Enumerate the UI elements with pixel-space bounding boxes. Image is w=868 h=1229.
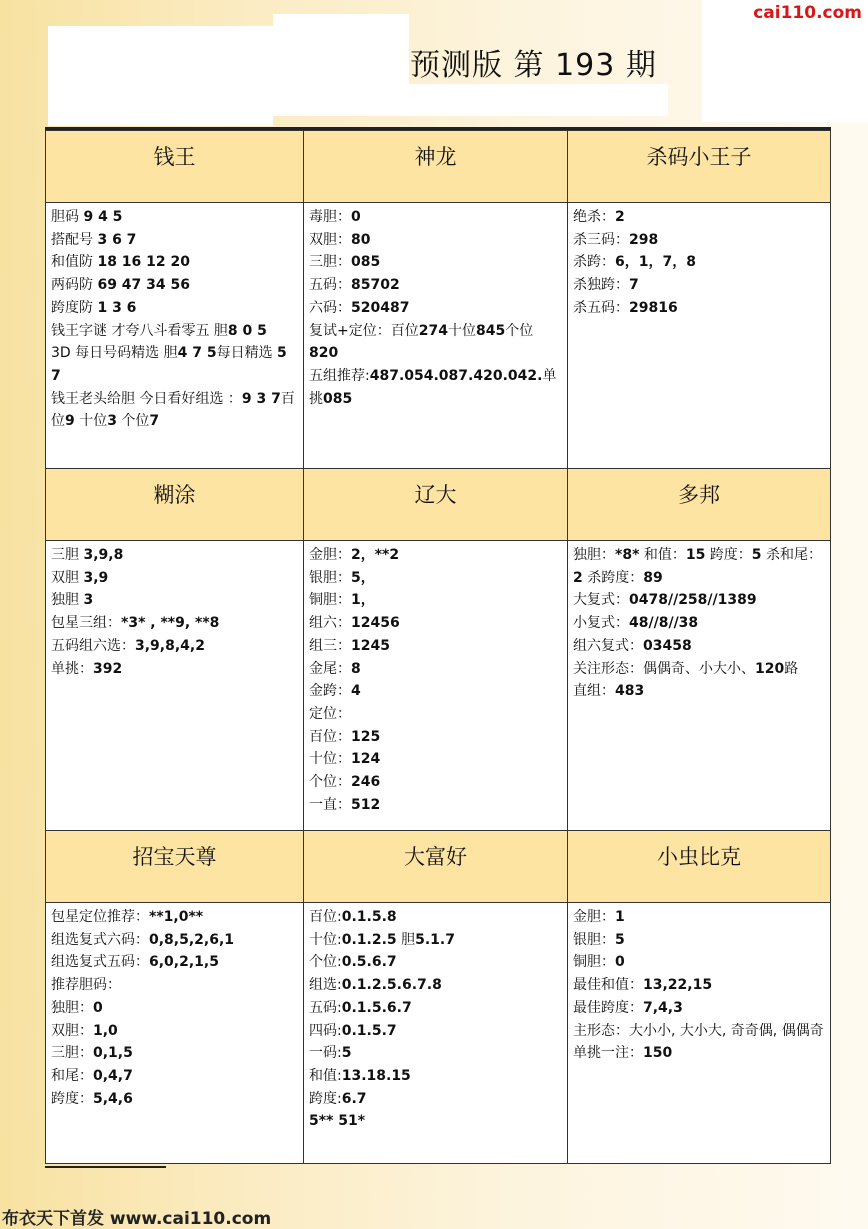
prediction-value: 5 xyxy=(615,931,625,948)
prediction-line xyxy=(573,1020,826,1043)
prediction-value: 1 xyxy=(615,909,625,925)
prediction-value: 274 xyxy=(418,322,448,339)
prediction-value: 48//8//38 xyxy=(629,615,699,632)
expert-predictions xyxy=(304,203,568,469)
prediction-label: 单挑一注： xyxy=(573,1045,643,1062)
prediction-label: 金跨： xyxy=(309,683,351,700)
prediction-value: 2 xyxy=(615,209,625,225)
prediction-label: 个位 xyxy=(505,322,534,339)
prediction-label: 杀跨度： xyxy=(582,569,644,586)
expert-predictions xyxy=(304,541,568,831)
prediction-label: 百位： xyxy=(309,728,351,745)
prediction-line xyxy=(51,274,299,297)
prediction-line xyxy=(51,297,299,320)
prediction-value: 0 xyxy=(615,954,625,971)
prediction-value: **1,0** xyxy=(149,909,204,925)
prediction-line xyxy=(309,929,563,952)
prediction-label: 百位: xyxy=(309,909,342,925)
prediction-line xyxy=(51,612,299,635)
expert-name: 多邦 xyxy=(678,483,720,507)
prediction-line xyxy=(573,906,826,929)
prediction-label: 组六复式： xyxy=(573,637,643,654)
prediction-value: 0 xyxy=(93,999,103,1016)
prediction-value: 5 xyxy=(341,1045,352,1062)
prediction-value: 085 xyxy=(323,390,353,407)
prediction-label: 杀跨： xyxy=(573,254,615,271)
prediction-line xyxy=(51,1020,299,1043)
expert-name: 小虫比克 xyxy=(657,845,741,869)
prediction-label: 大复式： xyxy=(573,592,629,609)
prediction-label: 金胆： xyxy=(573,909,615,925)
prediction-label: 四码: xyxy=(309,1022,342,1039)
prediction-value: 125 xyxy=(351,728,381,745)
expert-name: 招宝天尊 xyxy=(132,845,217,869)
prediction-value: 0.1.5.7 xyxy=(341,1022,397,1039)
expert-header xyxy=(568,131,831,203)
prediction-value: 4 xyxy=(351,683,361,700)
prediction-value: 246 xyxy=(351,774,381,791)
expert-name: 杀码小王子 xyxy=(646,145,752,169)
prediction-line xyxy=(51,206,299,229)
prediction-line xyxy=(309,658,563,681)
prediction-label: 组三： xyxy=(309,637,351,654)
prediction-value: 80 xyxy=(351,231,371,248)
prediction-label: 五组推荐: xyxy=(309,367,370,384)
expert-header xyxy=(304,831,568,903)
prediction-label: 杀独跨： xyxy=(573,277,629,294)
prediction-label: 跨度： xyxy=(705,547,752,563)
prediction-label: 绝杀： xyxy=(573,209,615,225)
prediction-label: 双胆 xyxy=(51,569,84,586)
prediction-value: 2，**2 xyxy=(351,547,400,563)
prediction-line xyxy=(51,1088,299,1111)
prediction-label: 路 xyxy=(784,660,799,677)
prediction-label: 定位： xyxy=(309,705,351,722)
prediction-label: 独胆： xyxy=(573,547,615,563)
prediction-value: 5.1.7 xyxy=(415,931,455,948)
header-row xyxy=(46,831,831,903)
prediction-value: 1,0 xyxy=(93,1022,118,1039)
prediction-value: 3 xyxy=(107,413,117,430)
prediction-label: 十位 xyxy=(74,413,108,430)
prediction-value: 9 4 5 xyxy=(83,209,123,225)
prediction-line xyxy=(309,974,563,997)
white-mask-mid xyxy=(273,14,409,84)
prediction-label: 独胆 xyxy=(51,592,84,609)
prediction-value: 7 xyxy=(629,277,639,294)
prediction-value: 13,22,15 xyxy=(643,977,713,994)
prediction-line xyxy=(51,1065,299,1088)
prediction-value: 298 xyxy=(629,231,659,248)
prediction-label: 三胆 xyxy=(51,547,84,563)
prediction-label: 跨度防 xyxy=(51,299,98,316)
prediction-value: *3* , **9, **8 xyxy=(121,615,220,632)
prediction-line xyxy=(573,274,826,297)
prediction-label: 最佳和值： xyxy=(573,977,643,994)
prediction-value: 0,8,5,2,6,1 xyxy=(149,931,235,948)
prediction-value: 5,4,6 xyxy=(93,1090,133,1107)
prediction-label: 组选: xyxy=(309,977,342,994)
prediction-line xyxy=(309,320,563,365)
prediction-value: 12456 xyxy=(351,615,400,632)
prediction-label: 和值防 xyxy=(51,254,98,271)
prediction-line xyxy=(573,680,826,703)
prediction-line xyxy=(51,1042,299,1065)
prediction-line xyxy=(573,612,826,635)
prediction-value: 2 xyxy=(573,569,583,586)
prediction-label: 杀五码： xyxy=(573,299,629,316)
prediction-line xyxy=(573,206,826,229)
prediction-value: 3 6 7 xyxy=(97,231,137,248)
expert-header xyxy=(46,131,304,203)
expert-header xyxy=(568,831,831,903)
white-mask-left xyxy=(48,26,273,126)
prediction-label: 钱王字谜 才夸八斗看零五 胆 xyxy=(51,322,228,339)
prediction-line xyxy=(309,612,563,635)
prediction-value: 392 xyxy=(93,660,123,677)
prediction-label: 一直： xyxy=(309,796,351,813)
expert-header xyxy=(46,831,304,903)
prediction-label: 十位： xyxy=(309,751,351,768)
prediction-line xyxy=(309,274,563,297)
header-row xyxy=(46,131,831,203)
prediction-line xyxy=(51,951,299,974)
prediction-value: 6，1，7，8 xyxy=(615,254,696,271)
prediction-value: 3,9,8 xyxy=(83,547,124,563)
prediction-line xyxy=(573,951,826,974)
prediction-value: 7 xyxy=(149,413,160,430)
prediction-value: 4 7 5 xyxy=(177,345,217,362)
expert-name: 糊涂 xyxy=(153,483,196,507)
prediction-label: 十位: xyxy=(309,931,342,948)
prediction-line xyxy=(573,929,826,952)
prediction-line xyxy=(309,1020,563,1043)
prediction-value: 150 xyxy=(643,1045,673,1062)
prediction-label: 个位: xyxy=(309,954,342,971)
prediction-label: 搭配号 xyxy=(51,231,98,248)
prediction-line xyxy=(51,929,299,952)
prediction-value: 6,0,2,1,5 xyxy=(149,954,219,971)
prediction-line xyxy=(573,297,826,320)
prediction-line xyxy=(309,567,563,590)
prediction-label: 3D 每日号码精选 胆 xyxy=(51,345,178,362)
prediction-line xyxy=(51,342,299,387)
prediction-line xyxy=(573,635,826,658)
prediction-value: 0.1.2.5 xyxy=(341,931,397,948)
prediction-value: 820 xyxy=(309,345,339,362)
prediction-value: 3,9,8,4,2 xyxy=(135,637,205,654)
prediction-value: 7,4,3 xyxy=(643,999,683,1016)
prediction-line xyxy=(51,997,299,1020)
prediction-label: 双胆： xyxy=(51,1022,93,1039)
prediction-label: 复试+定位：百位 xyxy=(309,322,419,339)
content-row xyxy=(46,203,831,469)
prediction-grid xyxy=(45,130,831,1164)
prediction-label: 组六： xyxy=(309,615,351,632)
prediction-label: 直组： xyxy=(573,683,615,700)
prediction-line xyxy=(51,906,299,929)
prediction-line xyxy=(573,251,826,274)
expert-header xyxy=(46,469,304,541)
expert-predictions xyxy=(568,903,831,1164)
prediction-value: 0,1,5 xyxy=(93,1045,133,1062)
expert-predictions xyxy=(46,203,304,469)
prediction-label: 包星定位推荐： xyxy=(51,909,149,925)
prediction-label: 铜胆： xyxy=(573,954,615,971)
prediction-label: 金尾： xyxy=(309,660,351,677)
expert-predictions xyxy=(304,903,568,1164)
prediction-label: 一码: xyxy=(309,1045,342,1062)
prediction-value: 3,9 xyxy=(83,569,109,586)
expert-predictions xyxy=(46,903,304,1164)
prediction-line xyxy=(309,794,563,817)
prediction-label: 五码： xyxy=(309,277,351,294)
prediction-label: 每日精选 xyxy=(216,345,278,362)
prediction-line xyxy=(309,297,563,320)
prediction-line xyxy=(51,320,299,343)
prediction-line xyxy=(51,388,299,433)
prediction-line xyxy=(51,251,299,274)
prediction-value: 0,4,7 xyxy=(93,1067,133,1084)
prediction-value: 3 xyxy=(83,592,94,609)
page-title: 预测版 第 193 期 xyxy=(410,48,657,83)
prediction-value: 1 3 6 xyxy=(97,299,137,316)
expert-name: 辽大 xyxy=(414,483,457,507)
prediction-value: 5， xyxy=(351,569,375,586)
prediction-line xyxy=(573,229,826,252)
prediction-line xyxy=(51,544,299,567)
prediction-value: 5 xyxy=(751,547,762,563)
prediction-label: 最佳跨度： xyxy=(573,999,643,1016)
prediction-value: 0.1.5.6.7 xyxy=(341,999,412,1016)
prediction-value: 18 16 12 20 xyxy=(97,254,191,271)
prediction-line xyxy=(309,951,563,974)
prediction-line xyxy=(309,771,563,794)
prediction-label: 单挑 xyxy=(309,367,557,407)
prediction-label: 主形态：大小小, 大小大, 奇奇偶, 偶偶奇 xyxy=(573,1022,824,1039)
prediction-value: 5 7 xyxy=(51,345,287,384)
prediction-value: 03458 xyxy=(643,637,692,654)
white-mask-bar xyxy=(273,84,668,116)
prediction-label: 组选复式六码： xyxy=(51,931,149,948)
prediction-label: 胆 xyxy=(396,931,416,948)
prediction-line xyxy=(51,635,299,658)
prediction-label: 五码: xyxy=(309,999,342,1016)
prediction-line xyxy=(309,1065,563,1088)
prediction-line xyxy=(51,567,299,590)
prediction-line xyxy=(309,1088,563,1111)
expert-name: 钱王 xyxy=(153,145,196,169)
prediction-value: 5** 51* xyxy=(309,1113,366,1130)
footer-text: 布衣天下首发 www.cai110.com xyxy=(2,1209,272,1229)
prediction-line xyxy=(309,906,563,929)
expert-header xyxy=(304,131,568,203)
prediction-value: 15 xyxy=(685,547,706,563)
expert-predictions xyxy=(46,541,304,831)
prediction-label: 跨度： xyxy=(51,1090,93,1107)
prediction-value: 085 xyxy=(351,254,381,271)
prediction-line xyxy=(573,1042,826,1065)
prediction-value: 124 xyxy=(351,751,381,768)
prediction-label: 百位 xyxy=(51,390,295,430)
prediction-line xyxy=(309,589,563,612)
prediction-label: 双胆： xyxy=(309,231,351,248)
prediction-value: 487.054.087.420.042. xyxy=(369,367,543,384)
prediction-value: *8* xyxy=(615,547,640,563)
bottom-rule xyxy=(45,1166,166,1168)
expert-predictions xyxy=(568,541,831,831)
prediction-line xyxy=(309,544,563,567)
prediction-line xyxy=(573,974,826,997)
prediction-label: 和值： xyxy=(639,547,686,563)
prediction-line xyxy=(573,544,826,589)
prediction-value: 1245 xyxy=(351,637,390,654)
prediction-label: 跨度: xyxy=(309,1090,342,1107)
prediction-value: 9 3 7 xyxy=(241,390,281,407)
prediction-label: 包星三组： xyxy=(51,615,121,632)
prediction-value: 0.5.6.7 xyxy=(341,954,397,971)
prediction-label: 六码： xyxy=(309,299,351,316)
prediction-label: 杀和尾： xyxy=(761,547,822,563)
prediction-value: 845 xyxy=(475,322,506,339)
prediction-value: 0.1.5.8 xyxy=(341,909,397,925)
prediction-label: 小复式： xyxy=(573,615,629,632)
prediction-line xyxy=(309,251,563,274)
prediction-label: 毒胆： xyxy=(309,209,351,225)
prediction-line xyxy=(51,658,299,681)
prediction-label: 胆码 xyxy=(51,209,84,225)
prediction-label: 单挑： xyxy=(51,660,93,677)
prediction-label: 三胆： xyxy=(309,254,351,271)
prediction-value: 1， xyxy=(351,592,375,609)
prediction-value: 89 xyxy=(643,569,663,586)
prediction-value: 483 xyxy=(615,683,645,700)
prediction-label: 五码组六选： xyxy=(51,637,135,654)
prediction-line xyxy=(573,997,826,1020)
prediction-line xyxy=(309,1110,563,1133)
prediction-value: 8 0 5 xyxy=(227,322,267,339)
prediction-line xyxy=(51,974,299,997)
prediction-label: 关注形态：偶偶奇、小大小、 xyxy=(573,660,755,677)
prediction-value: 0.1.2.5.6.7.8 xyxy=(341,977,442,994)
prediction-line xyxy=(573,589,826,612)
prediction-label: 十位 xyxy=(447,322,476,339)
prediction-line xyxy=(309,680,563,703)
prediction-label: 和尾： xyxy=(51,1067,93,1084)
prediction-line xyxy=(309,365,563,410)
prediction-line xyxy=(309,726,563,749)
prediction-line xyxy=(309,997,563,1020)
prediction-label: 组选复式五码： xyxy=(51,954,149,971)
prediction-value: 120 xyxy=(755,660,785,677)
prediction-value: 9 xyxy=(65,413,75,430)
brand-watermark[interactable]: cai110.com xyxy=(753,3,862,23)
prediction-line xyxy=(309,1042,563,1065)
prediction-value: 85702 xyxy=(351,277,400,294)
prediction-value: 13.18.15 xyxy=(341,1067,411,1084)
expert-name: 大富好 xyxy=(404,845,467,869)
expert-header xyxy=(304,469,568,541)
prediction-value: 69 47 34 56 xyxy=(97,277,191,294)
prediction-label: 两码防 xyxy=(51,277,98,294)
header-row xyxy=(46,469,831,541)
prediction-line xyxy=(51,589,299,612)
prediction-value: 6.7 xyxy=(341,1090,367,1107)
prediction-label: 个位 xyxy=(116,413,150,430)
prediction-line xyxy=(309,703,563,726)
prediction-value: 520487 xyxy=(351,299,410,316)
prediction-value: 512 xyxy=(351,796,381,813)
prediction-value: 0478//258//1389 xyxy=(629,592,757,609)
prediction-label: 和值: xyxy=(309,1067,342,1084)
prediction-label: 银胆： xyxy=(309,569,351,586)
prediction-label: 银胆： xyxy=(573,931,615,948)
prediction-label: 金胆： xyxy=(309,547,351,563)
prediction-label: 三胆： xyxy=(51,1045,93,1062)
content-row xyxy=(46,903,831,1164)
prediction-label: 钱王老头给胆 今日看好组选 ： xyxy=(51,390,242,407)
prediction-value: 8 xyxy=(351,660,361,677)
expert-predictions xyxy=(568,203,831,469)
prediction-line xyxy=(573,658,826,681)
prediction-line xyxy=(309,635,563,658)
prediction-label: 个位： xyxy=(309,774,351,791)
prediction-value: 29816 xyxy=(629,299,678,316)
prediction-label: 铜胆： xyxy=(309,592,351,609)
prediction-line xyxy=(309,206,563,229)
prediction-line xyxy=(309,229,563,252)
content-row xyxy=(46,541,831,831)
prediction-line xyxy=(51,229,299,252)
prediction-line xyxy=(309,748,563,771)
prediction-label: 杀三码： xyxy=(573,231,629,248)
prediction-label: 独胆： xyxy=(51,999,93,1016)
expert-header xyxy=(568,469,831,541)
prediction-value: 0 xyxy=(351,209,361,225)
prediction-label: 推荐胆码： xyxy=(51,977,121,994)
expert-name: 神龙 xyxy=(414,145,457,169)
